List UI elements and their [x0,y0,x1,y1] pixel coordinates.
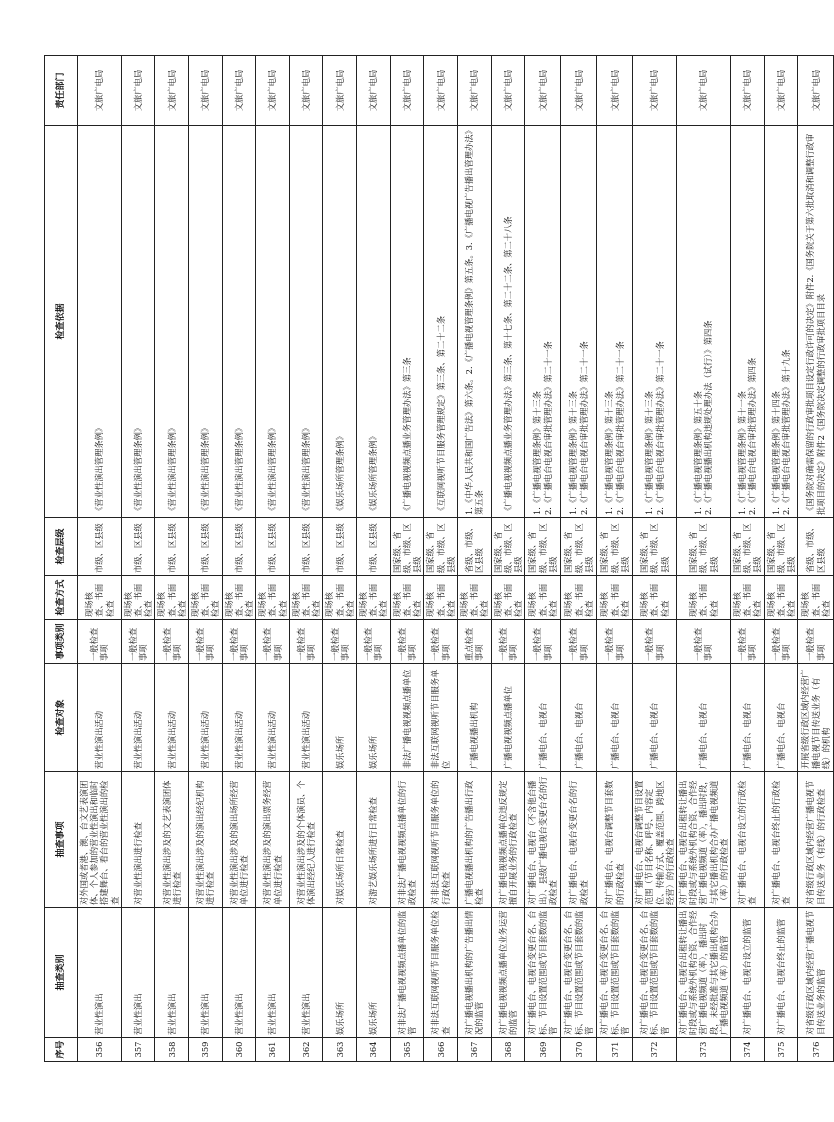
cell-dept: 文旅广电局 [189,56,223,126]
table-row [424,56,458,1062]
cell-category: 营业性演出 [256,908,290,1038]
cell-basis [491,126,525,518]
cell-basis [730,126,764,518]
cell-method: 现场核查、书面检查 [357,576,391,620]
basis-line: 《国务院对确需保留的行政审批项目设定行政许可的决定》附件2.《国务院关于第六批取消和调整行政审批项目的决定》附件2《国务院决定调整的行政审批项目目录 [805,133,826,515]
cell-method: 现场核查、书面检查 [256,576,290,620]
cell-object: 娱乐场所 [357,664,391,772]
table-row [561,56,597,1062]
cell-type: 一般检查事项 [676,620,730,664]
cell-item: 对营业性演出涉及的个体演员、个体演出经纪人进行检查 [289,772,323,908]
cell-item: 对广播电台、电视台调整节目套数的行政检查 [597,772,633,908]
cell-type: 一般检查事项 [390,620,424,664]
cell-dept: 文旅广电局 [390,56,424,126]
cell-no: 364 [357,1038,391,1062]
cell-level: 国家级、省级、市级、区县级 [390,518,424,576]
cell-category: 对省级行政区域内经营广播电视节目传送业务的监管 [798,908,834,1038]
cell-no: 359 [189,1038,223,1062]
basis-line: 《广播电视视频点播业务管理办法》第三条、第十七条、第二十二条、第二十八条 [502,216,513,515]
cell-object: 营业性演出活动 [155,664,189,772]
cell-basis [597,126,633,518]
basis-line: 《营业性演出管理条例》 [233,423,244,515]
basis-line: 1.《广播电视管理条例》第十四条 [770,390,781,515]
cell-item: 对广播电视视频点播单位违反规定擅自开展业务的行政检查 [491,772,525,908]
cell-dept: 文旅广电局 [561,56,597,126]
basis-line: 2.《广播电台电视台审批管理办法》第二十一条 [542,341,553,515]
cell-no: 371 [597,1038,633,1062]
table-row [78,56,122,1062]
table-row [764,56,798,1062]
basis-line: 2.《广播电台电视台审批管理办法》第十九条 [780,349,791,515]
cell-no: 363 [323,1038,357,1062]
cell-basis [289,126,323,518]
cell-category: 娱乐场所 [357,908,391,1038]
cell-item: 对广播电台、电视台设立的行政检查 [730,772,764,908]
cell-object: 广播电台、电视台 [525,664,561,772]
cell-method: 现场核查、书面检查 [633,576,677,620]
cell-category: 对非法广播电视视频点播单位的监管 [390,908,424,1038]
cell-method: 现场核查、书面检查 [78,576,122,620]
basis-line: 1.《广播电视管理条例》第十三条 [532,390,543,515]
cell-type: 一般检查事项 [597,620,633,664]
cell-basis [561,126,597,518]
header-type: 事项类别 [45,620,78,664]
basis-line: 《营业性演出管理条例》 [267,423,278,515]
cell-dept: 文旅广电局 [457,56,491,126]
cell-no: 365 [390,1038,424,1062]
table-row [730,56,764,1062]
cell-method: 现场核查、书面检查 [390,576,424,620]
cell-object: 广播电视视频点播单位 [491,664,525,772]
cell-basis [189,126,223,518]
cell-basis [424,126,458,518]
cell-category: 娱乐场所 [323,908,357,1038]
cell-category: 营业性演出 [78,908,122,1038]
cell-level: 国家级、省级、市级、区县级 [561,518,597,576]
cell-item: 对娱乐场所日常检查 [323,772,357,908]
cell-category: 对广播电台、电视台出租转让播出时段或与系统外机构合资、合作经营广播电视频道（率），播出时段，未经批准与其它播出机构合办广播电视频道（率）的监管 [676,908,730,1038]
cell-item: 对营业性演出涉及的演出票务经营单位进行检查 [256,772,290,908]
table-row [633,56,677,1062]
table-row [457,56,491,1062]
cell-method: 现场核查、书面检查 [222,576,256,620]
cell-basis [390,126,424,518]
cell-type: 一般检查事项 [798,620,834,664]
basis-line: 《营业性演出管理条例》 [94,423,105,515]
cell-method: 现场核查、书面检查 [189,576,223,620]
cell-category: 对广播电台、电视台终止的监管 [764,908,798,1038]
cell-type: 一般检查事项 [633,620,677,664]
basis-line: 1.《广播电视管理条例》第十一条 [737,390,748,515]
cell-basis [121,126,155,518]
cell-no: 362 [289,1038,323,1062]
cell-category: 营业性演出 [222,908,256,1038]
cell-item: 对广播电台、电视台（不含他台播出）、县级广播电视台变更台名的行政检查 [525,772,561,908]
cell-dept: 文旅广电局 [155,56,189,126]
cell-object: 广播电台、电视台 [676,664,730,772]
cell-basis [256,126,290,518]
cell-item: 对营业性演出涉及的演出经纪机构进行检查 [189,772,223,908]
cell-method: 现场核查、书面检查 [457,576,491,620]
cell-dept: 文旅广电局 [633,56,677,126]
basis-line: 2.《广播电台电视台审批管理办法》第二十一条 [614,341,625,515]
cell-no: 372 [633,1038,677,1062]
cell-method: 现场核查、书面检查 [424,576,458,620]
cell-item: 对非法互联网视听节目服务单位的行政检查 [424,772,458,908]
cell-level: 市级、区县级 [289,518,323,576]
header-object: 检查对象 [45,664,78,772]
header-basis: 检查依据 [45,126,78,518]
cell-basis [222,126,256,518]
table-row [121,56,155,1062]
cell-dept: 文旅广电局 [730,56,764,126]
basis-line: 《营业性演出管理条例》 [166,423,177,515]
cell-dept: 文旅广电局 [289,56,323,126]
cell-object: 广播电台、电视台 [597,664,633,772]
table-row [390,56,424,1062]
cell-object: 营业性演出活动 [222,664,256,772]
cell-type: 一般检查事项 [289,620,323,664]
table-row [357,56,391,1062]
cell-item: 对省级行政区域内经营广播电视节目传送业务（有线）的行政检查 [798,772,834,908]
cell-type: 一般检查事项 [424,620,458,664]
basis-line: 1.《广播电视管理条例》第五十条 [693,390,704,515]
cell-level: 市级、区县级 [222,518,256,576]
cell-object: 营业性演出活动 [289,664,323,772]
cell-object: 营业性演出活动 [78,664,122,772]
cell-object: 营业性演出活动 [121,664,155,772]
cell-type: 一般检查事项 [155,620,189,664]
header-level: 检查层级 [45,518,78,576]
basis-line: 1.《广播电视管理条例》第十三条 [604,390,615,515]
basis-line: 1.《广播电视管理条例》第十三条 [644,390,655,515]
cell-method: 现场核查、书面检查 [764,576,798,620]
cell-no: 368 [491,1038,525,1062]
cell-method: 现场核查、书面检查 [155,576,189,620]
cell-item: 对外国或者港、澳、台文艺表演团体、个人参加的营业性演出和临时搭建舞台、看台的营业性演出的检查 [78,772,122,908]
cell-category: 对广播电视视频点播单位业务运营的监管 [491,908,525,1038]
cell-type: 一般检查事项 [78,620,122,664]
cell-level: 国家级、省级、市级、区县级 [525,518,561,576]
cell-level: 市级、区县级 [357,518,391,576]
table-row [676,56,730,1062]
cell-item: 对营业性演出涉及的演出场所经营单位进行检查 [222,772,256,908]
cell-level: 市级、区县级 [189,518,223,576]
cell-dept: 文旅广电局 [121,56,155,126]
cell-method: 现场核查、书面检查 [597,576,633,620]
cell-dept: 文旅广电局 [323,56,357,126]
cell-dept: 文旅广电局 [357,56,391,126]
cell-type: 一般检查事项 [189,620,223,664]
cell-basis [357,126,391,518]
cell-basis [155,126,189,518]
basis-line: 《娱乐场所管理条例》 [368,432,379,515]
cell-object: 广播电视播出机构 [457,664,491,772]
cell-basis [798,126,834,518]
table-row [189,56,223,1062]
cell-type: 一般检查事项 [323,620,357,664]
cell-object: 广播电台、电视台 [730,664,764,772]
basis-line: 2.《广播电台电视台审批管理办法》第二十一条 [578,341,589,515]
basis-line: 2.《广播电台电视台审批管理办法》第二十一条 [654,341,665,515]
cell-level: 市级、区县级 [256,518,290,576]
cell-no: 376 [798,1038,834,1062]
cell-type: 一般检查事项 [357,620,391,664]
basis-line: 《营业性演出管理条例》 [200,423,211,515]
cell-object: 广播电台、电视台 [561,664,597,772]
cell-type: 一般检查事项 [256,620,290,664]
cell-basis [323,126,357,518]
header-category: 抽查类别 [45,908,78,1038]
cell-category: 对广播电台、电视台设立的监管 [730,908,764,1038]
cell-category: 对广播电视播出机构的广告播出情况的监管 [457,908,491,1038]
cell-object: 广播电台、电视台 [764,664,798,772]
cell-no: 360 [222,1038,256,1062]
basis-line: 1.《中华人民共和国广告法》第六条。2.《广播电视管理条例》第五条。3.《广播电视广告播出管理办法》第五条 [464,130,485,515]
basis-line: 《营业性演出管理条例》 [133,423,144,515]
cell-level: 国家级、省级、市级、区县级 [633,518,677,576]
cell-object: 营业性演出活动 [256,664,290,772]
cell-level: 市级、区县级 [78,518,122,576]
cell-category: 营业性演出 [155,908,189,1038]
cell-method: 现场核查、书面检查 [676,576,730,620]
cell-item: 对广播电台、电视台终止的行政检查 [764,772,798,908]
cell-no: 374 [730,1038,764,1062]
inspection-table [44,55,834,1062]
table-row [155,56,189,1062]
table-header-row [45,56,78,1062]
cell-level: 国家级、省级、市级、区县级 [597,518,633,576]
header-method: 检查方式 [45,576,78,620]
cell-method: 现场核查、书面检查 [289,576,323,620]
cell-category: 营业性演出 [189,908,223,1038]
cell-item: 对广播电台、电视台出租转让播出时段或与系统外机构合资、合作经营广播电视频道（率），播出时段，与其它播出机构合办广播电视频道（率）的行政检查 [676,772,730,908]
table-row [491,56,525,1062]
cell-method: 现场核查、书面检查 [730,576,764,620]
cell-type: 一般检查事项 [525,620,561,664]
cell-object: 非法广播电视视频点播单位 [390,664,424,772]
cell-level: 省级、市级、区县级 [457,518,491,576]
cell-method: 现场核查、书面检查 [561,576,597,620]
header-dept: 责任部门 [45,56,78,126]
cell-category: 对广播电台、电视台变更台名、台标、节目设置范围或节目套数的监管 [561,908,597,1038]
cell-item: 对营业性演出涉及的文艺表演团体进行检查 [155,772,189,908]
cell-type: 重点检查事项 [457,620,491,664]
cell-basis [525,126,561,518]
cell-category: 对广播电台、电视台变更台名、台标、节目设置范围或节目套数的监管 [597,908,633,1038]
basis-line: 《娱乐场所管理条例》 [334,432,345,515]
cell-method: 现场核查、书面检查 [525,576,561,620]
cell-no: 361 [256,1038,290,1062]
table-row [289,56,323,1062]
basis-line: 《广播电视视频点播业务管理办法》第三条 [401,357,412,515]
cell-type: 一般检查事项 [121,620,155,664]
cell-basis [676,126,730,518]
cell-dept: 文旅广电局 [525,56,561,126]
cell-dept: 文旅广电局 [798,56,834,126]
cell-category: 对广播电台、电视台变更台名、台标、节目设置范围或节目套数的监管 [633,908,677,1038]
cell-category: 营业性演出 [121,908,155,1038]
cell-method: 现场核查、书面检查 [121,576,155,620]
cell-type: 一般检查事项 [561,620,597,664]
cell-dept: 文旅广电局 [597,56,633,126]
basis-line: 2.《广播电视播出机构违规处理办法（试行）》第四条 [703,320,714,515]
basis-line: 《营业性演出管理条例》 [301,423,312,515]
cell-item: 对营业性演出进行检查 [121,772,155,908]
cell-basis [457,126,491,518]
cell-level: 国家级、省级、市级、区县级 [676,518,730,576]
cell-object: 非法互联网视听节目服务单位 [424,664,458,772]
cell-no: 370 [561,1038,597,1062]
cell-dept: 文旅广电局 [78,56,122,126]
cell-dept: 文旅广电局 [676,56,730,126]
cell-no: 373 [676,1038,730,1062]
cell-method: 现场核查、书面检查 [798,576,834,620]
cell-method: 现场核查、书面检查 [323,576,357,620]
cell-basis [78,126,122,518]
cell-object: 营业性演出活动 [189,664,223,772]
table-row [525,56,561,1062]
cell-no: 357 [121,1038,155,1062]
cell-type: 一般检查事项 [730,620,764,664]
cell-dept: 文旅广电局 [764,56,798,126]
cell-object: 娱乐场所 [323,664,357,772]
cell-level: 国家级、省级、市级、区县级 [424,518,458,576]
cell-category: 对非法互联网视听节目服务单位检查 [424,908,458,1038]
cell-level: 国家级、省级、市级、区县级 [730,518,764,576]
cell-basis [764,126,798,518]
cell-type: 一般检查事项 [491,620,525,664]
cell-level: 省级、市级、区县级 [798,518,834,576]
table-row [323,56,357,1062]
cell-no: 369 [525,1038,561,1062]
cell-level: 市级、区县级 [155,518,189,576]
basis-line: 2.《广播电台电视台审批管理办法》第四条 [747,357,758,515]
cell-type: 一般检查事项 [764,620,798,664]
basis-line: 《互联网视听节目服务管理规定》第三条、第二十二条 [435,315,446,515]
table-row [256,56,290,1062]
header-item: 抽查事项 [45,772,78,908]
table-row [798,56,834,1062]
cell-no: 366 [424,1038,458,1062]
cell-basis [633,126,677,518]
cell-level: 国家级、省级、市级、区县级 [764,518,798,576]
cell-level: 国家级、省级、市级、区县级 [491,518,525,576]
table-row [222,56,256,1062]
cell-category: 对广播电台、电视台变更台名、台标、节目设置范围或节目套数的监管 [525,908,561,1038]
cell-object: 广播电台、电视台 [633,664,677,772]
cell-dept: 文旅广电局 [491,56,525,126]
cell-object: 开展省级行政区域内经营广播电视节目传送业务（有线）的机构 [798,664,834,772]
cell-no: 358 [155,1038,189,1062]
cell-no: 375 [764,1038,798,1062]
cell-dept: 文旅广电局 [424,56,458,126]
header-no: 序号 [45,1038,78,1062]
cell-item: 对广播电台、电视台变更台名的行政检查 [561,772,597,908]
cell-type: 一般检查事项 [222,620,256,664]
cell-no: 367 [457,1038,491,1062]
table-row [597,56,633,1062]
cell-dept: 文旅广电局 [222,56,256,126]
cell-item: 广播电视播出机构的广告播出行政检查 [457,772,491,908]
cell-item: 对非法广播电视视频点播单位的行政检查 [390,772,424,908]
cell-level: 市级、区县级 [323,518,357,576]
cell-dept: 文旅广电局 [256,56,290,126]
cell-no: 356 [78,1038,122,1062]
cell-level: 市级、区县级 [121,518,155,576]
cell-method: 现场核查、书面检查 [491,576,525,620]
cell-item: 对游艺娱乐场所进行日常检查 [357,772,391,908]
cell-item: 对广播电台、电视台调整节目设置范围（节目名称、呼号、内容定位、传输方式、覆盖范围、跨地区经营）的行政检查 [633,772,677,908]
cell-category: 营业性演出 [289,908,323,1038]
basis-line: 1.《广播电视管理条例》第十三条 [568,390,579,515]
